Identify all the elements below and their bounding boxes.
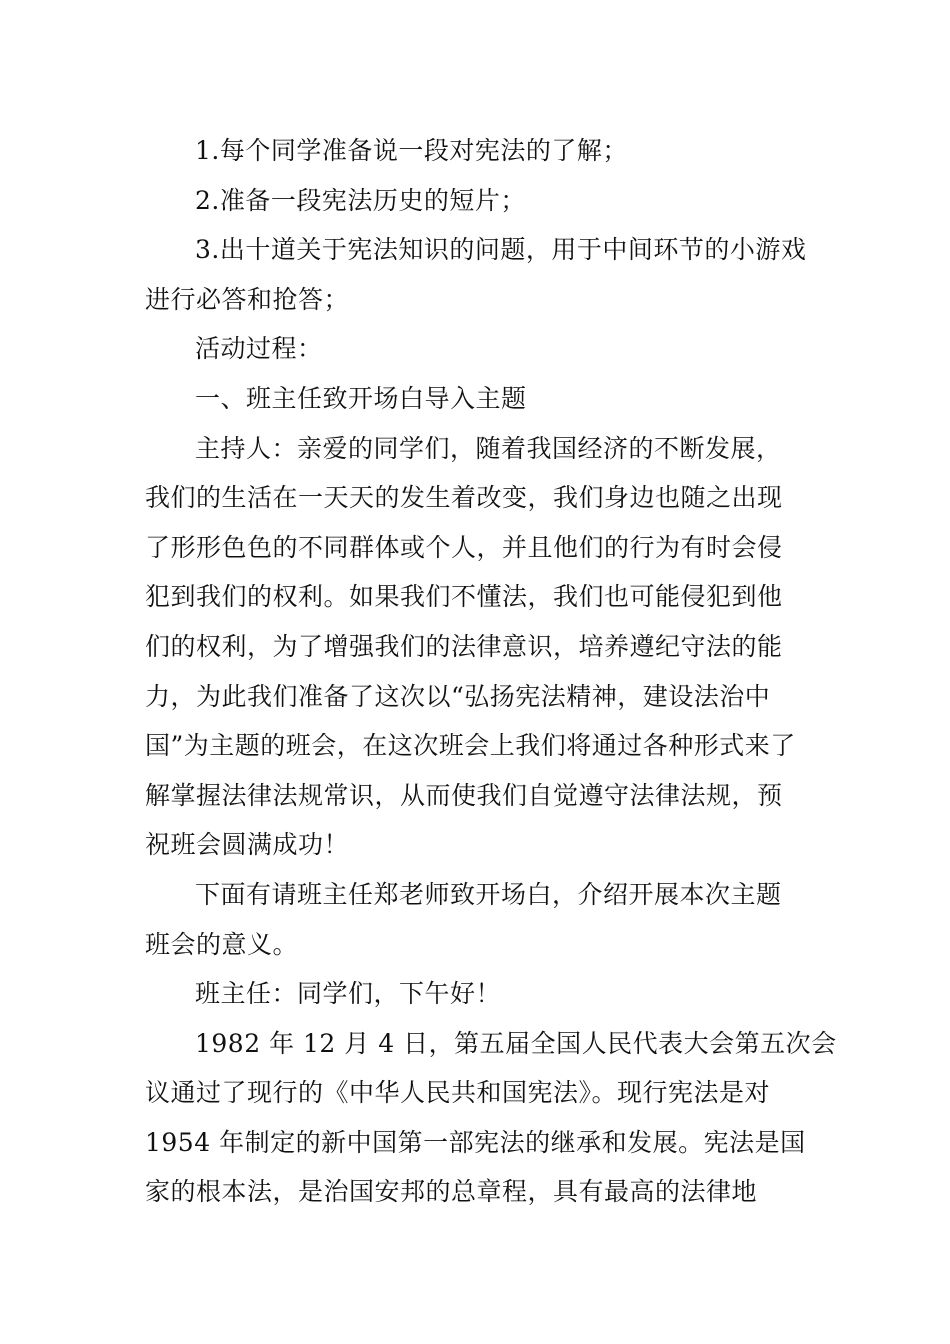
text-line: 解掌握法律法规常识，从而使我们自觉遵守法律法规，预	[145, 780, 783, 810]
text-line: 家的根本法，是治国安邦的总章程，具有最高的法律地	[145, 1177, 758, 1207]
paragraph-host-speech	[145, 424, 805, 870]
paragraph-preparation-2	[145, 176, 805, 226]
text-line: 们的权利，为了增强我们的法律意识，培养遵纪守法的能	[145, 631, 783, 661]
text-line: 班会的意义。	[145, 929, 299, 959]
text-line: 国”为主题的班会，在这次班会上我们将通过各种形式来了	[145, 731, 796, 761]
section-heading: 一、班主任致开场白导入主题	[195, 383, 527, 413]
paragraph-teacher-greeting	[145, 969, 805, 1019]
text-line: 1.每个同学准备说一段对宪法的了解；	[195, 136, 628, 165]
text-line: 犯到我们的权利。如果我们不懂法，我们也可能侵犯到他	[145, 582, 783, 612]
text-line: 祝班会圆满成功！	[145, 830, 350, 860]
text-line: 2.准备一段宪法历史的短片；	[195, 185, 526, 215]
text-line: 议通过了现行的《中华人民共和国宪法》。现行宪法是对	[145, 1078, 771, 1108]
paragraph-preparation-1	[145, 126, 805, 176]
text-line: 了形形色色的不同群体或个人，并且他们的行为有时会侵	[145, 532, 783, 562]
paragraph-section-one-heading	[145, 374, 805, 424]
paragraph-preparation-3	[145, 225, 805, 324]
text-line: 1954 年制定的新中国第一部宪法的继承和发展。宪法是国	[145, 1127, 806, 1157]
document-body	[145, 126, 837, 1217]
text-line: 3.出十道关于宪法知识的问题，用于中间环节的小游戏	[195, 235, 807, 265]
section-heading: 活动过程：	[195, 334, 323, 364]
text-line: 我们的生活在一天天的发生着改变，我们身边也随之出现	[145, 483, 783, 513]
paragraph-activity-heading	[145, 324, 805, 374]
text-line: 下面有请班主任郑老师致开场白，介绍开展本次主题	[195, 879, 782, 909]
text-line: 力，为此我们准备了这次以“弘扬宪法精神，建设法治中	[145, 681, 771, 711]
text-line: 进行必答和抢答；	[145, 284, 350, 314]
text-line: 班主任：同学们，下午好！	[195, 979, 502, 1009]
text-line: 主持人：亲爱的同学们，随着我国经济的不断发展，	[195, 433, 782, 463]
text-line: 1982 年 12 月 4 日，第五届全国人民代表大会第五次会	[195, 1028, 837, 1058]
paragraph-invite-teacher	[145, 870, 805, 969]
paragraph-constitution-history	[145, 1019, 837, 1217]
